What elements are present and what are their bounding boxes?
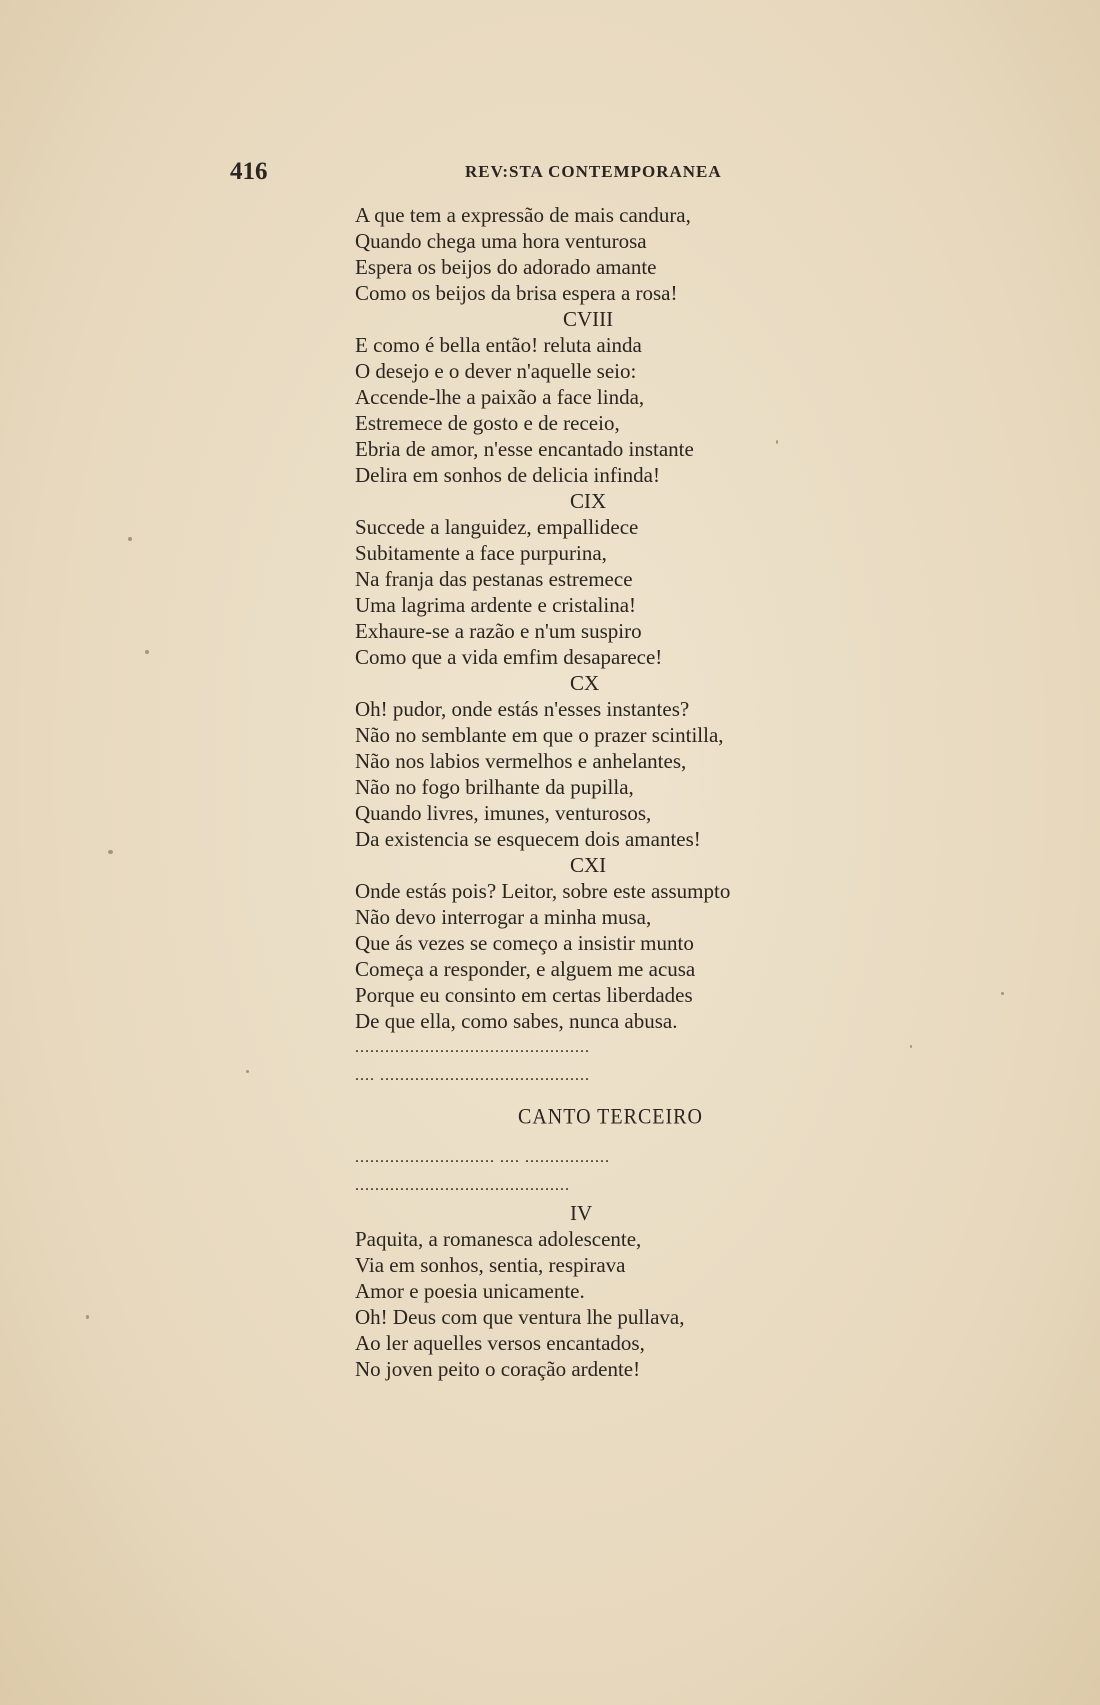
verse-line: Quando chega uma hora venturosa: [355, 229, 647, 253]
page-header: [230, 158, 750, 188]
paper-speck: [776, 440, 778, 444]
stanza-iv: [355, 1200, 815, 1382]
running-title: REV:STA CONTEMPORANEA: [465, 162, 722, 181]
canto-title: CANTO TERCEIRO: [518, 1104, 703, 1130]
verse-line: Ao ler aquelles versos encantados,: [355, 1331, 645, 1355]
verse-line: Oh! pudor, onde estás n'esses instantes?: [355, 697, 690, 721]
verse-line: Na franja das pestanas estremece: [355, 567, 633, 591]
verse-line: Como que a vida emfim desaparece!: [355, 645, 663, 669]
verse-line: O desejo e o dever n'aquelle seio:: [355, 359, 637, 383]
verse-line: Delira em sonhos de delicia infinda!: [355, 463, 660, 487]
verse-line: Não nos labios vermelhos e anhelantes,: [355, 749, 687, 773]
verse-line: Paquita, a romanesca adolescente,: [355, 1227, 642, 1251]
stanza-number: IV: [570, 1201, 593, 1225]
verse-line: Amor e poesia unicamente.: [355, 1279, 585, 1303]
verse-line: Estremece de gosto e de receio,: [355, 411, 620, 435]
paper-speck: [1001, 992, 1004, 995]
ellipsis-row: .... ..........................................: [355, 1067, 590, 1084]
ellipsis-row: ...............................................: [355, 1039, 590, 1056]
verse-line: Oh! Deus com que ventura lhe pullava,: [355, 1305, 685, 1329]
verse-line: No joven peito o coração ardente!: [355, 1357, 641, 1381]
verse-line: Que ás vezes se começo a insistir munto: [355, 931, 694, 955]
page-number: 416: [230, 158, 268, 185]
verse-line: Quando livres, imunes, venturosos,: [355, 801, 652, 825]
verse-line: Não no semblante em que o prazer scintilla,: [355, 723, 724, 747]
verse-line: Accende-lhe a paixão a face linda,: [355, 385, 645, 409]
verse-line: Da existencia se esquecem dois amantes!: [355, 827, 701, 851]
stanza-cix: [355, 488, 815, 670]
stanza-number: CX: [570, 671, 600, 695]
paper-speck: [128, 537, 132, 541]
paper-speck: [145, 650, 149, 654]
paper-speck: [910, 1045, 912, 1048]
verse-line: Não devo interrogar a minha musa,: [355, 905, 652, 929]
verse-line: Não no fogo brilhante da pupilla,: [355, 775, 634, 799]
stanza-cx: [355, 670, 815, 852]
verse-line: De que ella, como sabes, nunca abusa.: [355, 1009, 678, 1033]
verse-line: A que tem a expressão de mais candura,: [355, 203, 691, 227]
stanza-cxi: [355, 852, 815, 1034]
verse-line: E como é bella então! reluta ainda: [355, 333, 642, 357]
stanza-cviii: [355, 306, 815, 488]
verse-line: Ebria de amor, n'esse encantado instante: [355, 437, 694, 461]
paper-speck: [246, 1070, 249, 1073]
stanza-number: CVIII: [563, 307, 614, 331]
stanza-number: CXI: [570, 853, 607, 877]
verse-line: Succede a languidez, empallidece: [355, 515, 639, 539]
ellipsis-row: ............................ .... .................: [355, 1149, 610, 1166]
verse-line: Subitamente a face purpurina,: [355, 541, 607, 565]
verse-line: Como os beijos da brisa espera a rosa!: [355, 281, 678, 305]
verse-line: Onde estás pois? Leitor, sobre este assumpto: [355, 879, 731, 903]
poem-body: [355, 202, 815, 1382]
verse-line: Exhaure-se a razão e n'um suspiro: [355, 619, 642, 643]
stanza-intro: [355, 202, 815, 306]
verse-line: Porque eu consinto em certas liberdades: [355, 983, 693, 1007]
verse-line: Começa a responder, e alguem me acusa: [355, 957, 696, 981]
ellipsis-row: ...........................................: [355, 1177, 570, 1194]
paper-speck: [86, 1315, 89, 1319]
stanza-number: CIX: [570, 489, 607, 513]
verse-line: Via em sonhos, sentia, respirava: [355, 1253, 626, 1277]
verse-line: Espera os beijos do adorado amante: [355, 255, 657, 279]
paper-speck: [108, 850, 113, 854]
verse-line: Uma lagrima ardente e cristalina!: [355, 593, 637, 617]
